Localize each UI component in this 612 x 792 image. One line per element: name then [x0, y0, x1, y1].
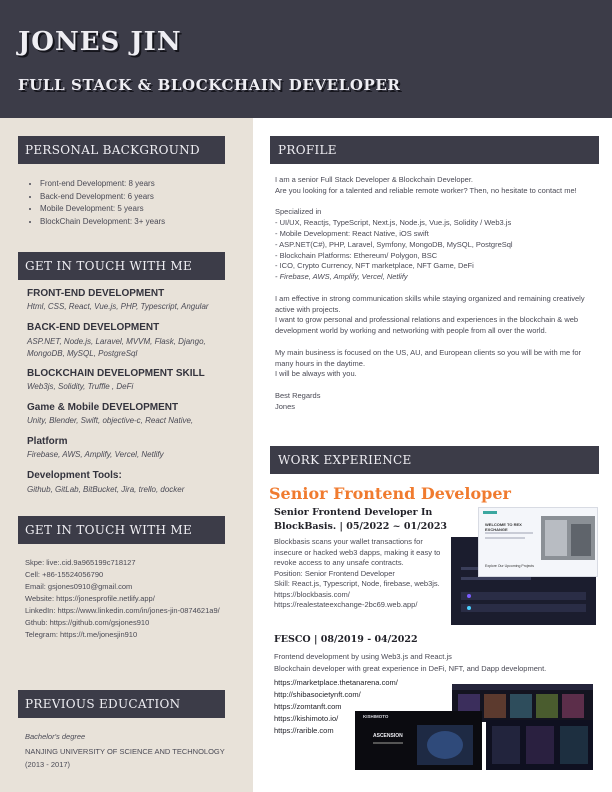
personal-background-list — [40, 178, 240, 228]
skill-group-title: BLOCKCHAIN DEVELOPMENT SKILL — [27, 368, 205, 379]
kishimoto-brand: KISHIMOTO — [363, 714, 389, 719]
list-item: • Front-end Development: 8 years — [40, 178, 240, 191]
profile-line — [275, 197, 595, 208]
job1-line: Skill: React.js, Typescript, Node, firebase, web3js. — [274, 579, 440, 588]
skill-group-value: Unity, Blender, Swift, objective-c, React Native, — [27, 416, 194, 425]
website-link[interactable]: Website: https://jonesprofile.netlify.app/ — [25, 594, 155, 603]
project-link[interactable]: https://marketplace.thetanarena.com/ — [274, 678, 398, 687]
list-item: • BlockChain Development: 3+ years — [40, 216, 240, 229]
skill-group-value: ASP.NET, Node.js, Laravel, MVVM, Flask, Django, MongoDB, MySQL, PostgreSql — [27, 337, 206, 358]
job1-link[interactable]: https://blockbasis.com/ — [274, 589, 350, 599]
job1-line: Blockbasis scans your wallet transactions for insecure or hacked web3 dapps, making it easy to revoke access to any unsafe contracts. — [274, 537, 441, 567]
profile-line: - Blockchain Platforms: Ethereum/ Polygon, BSC — [275, 250, 438, 260]
rex-screenshot-heading: WELCOME TO REX EXCHANGE — [485, 522, 522, 532]
work-experience-heading: WORK EXPERIENCE — [270, 446, 599, 474]
profile-line: I am effective in strong communication skills while staying organized and remaining creatively active with projects. — [275, 293, 585, 314]
profile-line: - UI/UX, Reactjs, TypeScript, Next.js, Node.js, Vue.js, Solidity / Web3.js — [275, 218, 512, 228]
github-link[interactable]: Gthub: https://github.com/gsjones910 — [25, 618, 150, 627]
shiba-society-screenshot — [486, 720, 593, 770]
job2-line: Frontend development by using Web3.js and React.js — [274, 652, 452, 661]
profile-line: - ASP.NET(C#), PHP, Laravel, Symfony, MongoDB, MySQL, PostgreSql — [275, 239, 513, 249]
profile-line: My main business is focused on the US, AU, and European clients so you will be with me for many hours in the daytime. — [275, 347, 581, 368]
profile-line: I will be always with you. — [275, 369, 357, 379]
job1-link[interactable]: https://realestateexchange-2bc69.web.app/ — [274, 600, 418, 609]
list-item: • Back-end Development: 6 years — [40, 191, 240, 204]
telegram-link[interactable]: Telegram: https://t.me/jonesjin910 — [25, 630, 138, 639]
profile-line: I want to grow personal and professional relations and experiences in the blockchain & web development world by working and networking with people from all over the world. — [275, 315, 579, 336]
email-line[interactable]: Email: gsjones0910@gmail.com — [25, 582, 133, 591]
skill-group-value: Github, GitLab, BitBucket, Jira, trello, docker — [27, 485, 185, 494]
project-link[interactable]: https://rarible.com — [274, 726, 334, 735]
profile-line: - Firebase, AWS, Amplify, Vercel, Netlify — [275, 272, 408, 282]
profile-body — [275, 175, 595, 413]
candidate-title: FULL STACK & BLOCKCHAIN DEVELOPER — [18, 76, 401, 94]
skill-group-title: BACK-END DEVELOPMENT — [27, 322, 160, 333]
job2-title: FESCO | 08/2019 - 04/2022 — [274, 634, 418, 645]
kishimoto-title: ASCENSION — [373, 733, 403, 739]
skills-heading: GET IN TOUCH WITH ME — [18, 252, 225, 280]
job1-title: Senior Frontend Developer In BlockBasis. | 05/2022 ~ 01/2023 — [274, 507, 448, 532]
rex-screenshot-caption: Explore Our Upcoming Projects — [485, 564, 535, 568]
profile-line: Specialized in — [275, 207, 322, 217]
profile-line: - ICO, Crypto Currency, NFT marketplace, NFT Game, DeFi — [275, 261, 474, 271]
profile-line: - Mobile Development: React Native, iOS swift — [275, 228, 429, 238]
header-banner — [0, 0, 612, 118]
project-link[interactable]: https://kishimoto.io/ — [274, 714, 339, 723]
contact-heading: GET IN TOUCH WITH ME — [18, 516, 225, 544]
rex-exchange-screenshot — [478, 507, 598, 577]
job2-line: Blockchain developer with great experience in DeFi, NFT, and Dapp development. — [274, 664, 547, 673]
education-heading: PREVIOUS EDUCATION — [18, 690, 225, 718]
job1-line: Position: Senior Frontend Developer — [274, 568, 395, 578]
kishimoto-screenshot — [355, 711, 482, 770]
profile-line: I am a senior Full Stack Developer & Blockchain Developer. — [275, 175, 474, 184]
profile-line — [275, 337, 595, 348]
cell-line: Cell: +86-15524056790 — [25, 570, 104, 579]
personal-background-heading: PERSONAL BACKGROUND — [18, 136, 225, 164]
contact-block — [25, 557, 235, 641]
education-degree: Bachelor's degree — [25, 732, 86, 741]
education-school: NANJING UNIVERSITY OF SCIENCE AND TECHNOLOGY (2013 - 2017) — [25, 747, 225, 769]
job1-description — [274, 537, 449, 611]
job2-description — [274, 651, 599, 675]
linkedin-link[interactable]: LinkedIn: https://www.linkedin.com/in/jones-jin-0874621a9/ — [25, 606, 220, 615]
project-link[interactable]: https://zomtanft.com — [274, 702, 342, 711]
project-link[interactable]: http://shibasocietynft.com/ — [274, 690, 361, 699]
profile-line — [275, 380, 595, 391]
profile-line: Jones — [275, 401, 296, 411]
skill-group-value: Html, CSS, React, Vue.js, PHP, Typescript, Angular — [27, 302, 209, 311]
profile-line — [275, 283, 595, 294]
profile-line: Best Regards — [275, 390, 321, 400]
skype-line: Skpe: live:.cid.9a965199c718127 — [25, 558, 136, 567]
profile-heading: PROFILE — [270, 136, 599, 164]
skill-group-title: Game & Mobile DEVELOPMENT — [27, 402, 179, 413]
skill-group-value: Firebase, AWS, Amplify, Vercel, Netlify — [27, 450, 164, 459]
skill-group-title: Development Tools: — [27, 470, 122, 481]
candidate-name: JONES JIN — [18, 27, 182, 57]
role-title: Senior Frontend Developer — [269, 484, 511, 503]
skill-group-title: FRONT-END DEVELOPMENT — [27, 288, 165, 299]
profile-line: Are you looking for a talented and reliable remote worker? Then, no hesitate to contact me! — [275, 185, 577, 195]
skill-group-title: Platform — [27, 436, 68, 447]
skill-group-value: Web3js, Solidity, Truffle , DeFi — [27, 382, 134, 391]
list-item: • Mobile Development: 5 years — [40, 203, 240, 216]
